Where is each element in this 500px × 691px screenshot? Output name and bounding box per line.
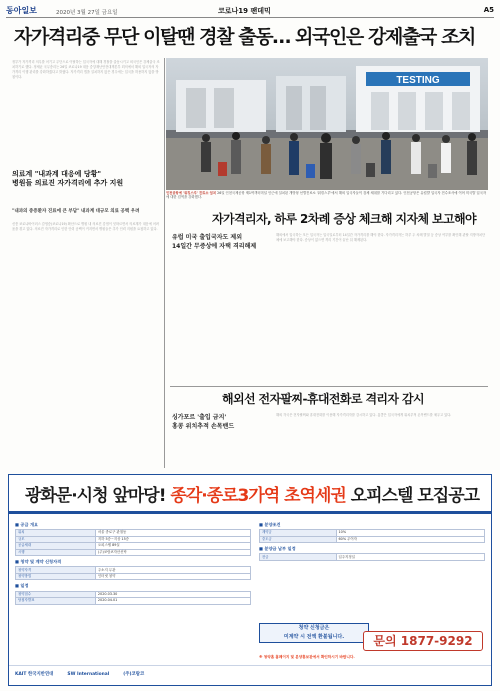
news-photo — [166, 58, 488, 190]
ad-right-section-title: ■ 분양금 납부 일정 — [259, 546, 296, 552]
table-key-cell: 청약자격 — [16, 567, 96, 574]
table-value-cell: 10% — [336, 530, 485, 537]
ad-title-post: 오피스텔 모집공고 — [350, 486, 480, 506]
caption-text: 26일 인천국제공항 제1여객터미널 인근에 설치된 개방형 선별진료소 '워킹스루'에서 해외 입국자들이 검체 채취를 기다리고 있다. 인천공항은 유럽발 입국자 전수조사에 이어 미국발 입국자에 대한 검역을 강화했다. — [166, 191, 487, 200]
sponsor-logo: (주)코람코 — [123, 672, 145, 677]
table-key-cell: 시행 — [16, 549, 96, 556]
side-story-headline: 의료계 "내과계 대응에 당황" 병원들 의료진 자가격리에 추가 지원 — [12, 170, 124, 187]
table-value-cell: 서울 종로구 관철동 — [95, 530, 250, 537]
table-key-cell: 청약방법 — [16, 573, 96, 580]
story2-headline: 자가격리자, 하루 2차례 증상 체크해 지자체 보고해야 — [212, 212, 477, 226]
table-value-cell: 입주지정일 — [336, 554, 485, 561]
ad-left-section-table — [15, 529, 251, 556]
story3-subhead: 싱가포르 '출입 금지' 홍콩 위치추적 손목밴드 — [172, 414, 235, 430]
lead-story-text: 정부가 자가격리 의무를 어기고 무단으로 이탈하는 입국자에 대해 경찰을 출동시키고 외국인은 강제출국 조치하기로 했다. 정세균 국무총리는 26일 코로나19 대응 중앙재난안전대책본부 회의에서 해외 입국자의 자가격리 이행 관리를 강화하겠다고 밝혔다. 자가격리 앱을 설치하지 않은 경우에는 입국을 허용하지 않을 방침이다. — [12, 60, 160, 79]
lead-story-body — [12, 60, 160, 166]
table-value-cell: 주소지 무관 — [95, 567, 250, 574]
sponsor-logo: KAIT 한국지반연대 — [15, 672, 54, 677]
ad-title-highlight: 종각·종로3가역 초역세권 — [170, 486, 346, 506]
ad-left-section-title: ■ 일정 — [15, 583, 29, 589]
story-divider — [170, 386, 488, 387]
ad-footer — [9, 665, 491, 685]
column-divider — [164, 58, 165, 468]
ad-left-section-title: ■ 청약 및 계약 신청자격 — [15, 559, 62, 565]
table-row — [16, 598, 251, 605]
table-key-cell: 계약금 — [260, 530, 337, 537]
table-key-cell: 위치 — [16, 530, 96, 537]
caption-label: 인천공항에 '워킹스루' 진료소 설치 — [166, 191, 217, 195]
table-key-cell: 중도금 — [260, 536, 337, 543]
real-estate-ad — [8, 474, 492, 686]
table-row — [16, 573, 251, 580]
side-story-body — [12, 222, 160, 467]
section-title: 코로나19 팬데믹 — [218, 7, 271, 15]
table-value-cell: 60% 무이자 — [336, 536, 485, 543]
ad-title-pre: 광화문·시청 앞마당! — [24, 486, 166, 506]
side-story-text: 신종 코로나바이러스 감염증(코로나19) 확산으로 병원 내 의료진 감염이 잇따르면서 의료계가 대응에 어려움을 겪고 있다. 의료진 자가격리로 인한 인력 공백이 커지면서 병원들은 추가 인력 지원을 요청하고 있다. — [12, 222, 160, 231]
table-value-cell: 2020.04.01 — [95, 598, 250, 605]
side-story-subhead: "내과의 중증환자 진료에 큰 부담" 내과계 대규모 의료 공백 우려 — [12, 209, 140, 214]
airport-testing-photo — [166, 58, 488, 190]
ad-left-section-table — [15, 566, 251, 580]
ad-phone-number[interactable]: 문의 1877-9292 — [363, 631, 483, 651]
newspaper-logo: 동아일보 — [6, 5, 37, 15]
story2-subhead: 유럽 미국 출입국자도 제외 14일간 무증상에 자택 격리해제 — [172, 234, 257, 250]
table-key-cell: 청약접수 — [16, 591, 96, 598]
photo-caption — [166, 191, 488, 207]
table-row — [260, 536, 485, 543]
ad-left-section-table — [15, 591, 251, 605]
ad-right-section-table — [259, 529, 485, 543]
story3-body — [276, 413, 488, 469]
booth-sign: TESTING — [396, 75, 440, 86]
ad-header-bar — [9, 511, 491, 514]
table-key-cell: 공급세대 — [16, 543, 96, 550]
ad-warning-text: ※ 청약홈 홈페이지 및 분양홍보관에서 확인하시기 바랍니다. — [259, 655, 355, 659]
table-value-cell: 오피스텔 89실 — [95, 543, 250, 550]
story2-body — [276, 233, 488, 383]
ad-left-column — [15, 519, 251, 663]
page-number: A5 — [483, 6, 494, 14]
table-value-cell: 2020.03.30 — [95, 591, 250, 598]
ad-notice-box: 청약 신청금은 미계약 시 전액 환불됩니다. — [259, 623, 369, 643]
story2-text: 해외에서 입국하는 모든 입국자는 입국일로부터 14일간 자가격리를 해야 한다. 자가격리자는 하루 두 차례 발열 등 증상 여부를 확인해 관할 지방자치단체에 보고해야 한다. 증상이 없으면 격리 기간이 끝난 뒤 해제된다. — [276, 233, 486, 242]
ad-right-section-title: ■ 분양조건 — [259, 522, 281, 527]
table-row — [16, 549, 251, 556]
main-headline: 자가격리중 무단 이탈땐 경찰 출동… 외국인은 강제출국 조치 — [14, 26, 476, 48]
story3-headline: 해외선 전자팔찌-휴대전화로 격리자 감시 — [222, 392, 424, 406]
ad-title — [19, 481, 485, 506]
table-value-cell: 인터넷 청약 — [95, 573, 250, 580]
table-row — [260, 554, 485, 561]
ad-header — [9, 475, 491, 511]
table-value-cell: 지하 5층~지상 15층 — [95, 536, 250, 543]
masthead — [6, 4, 494, 18]
table-key-cell: 당첨자발표 — [16, 598, 96, 605]
table-key-cell: 잔금 — [260, 554, 337, 561]
sponsor-logo: SW International — [67, 672, 110, 677]
ad-right-section-table — [259, 553, 485, 561]
story3-text: 해외 각국은 전자팔찌와 휴대전화를 이용해 자가격리자를 감시하고 있다. 홍콩은 입국자에게 위치추적 손목밴드를 채우고 있다. — [276, 413, 452, 417]
table-key-cell: 규모 — [16, 536, 96, 543]
table-value-cell: (주)코람코자산신탁 — [95, 549, 250, 556]
issue-date: 2020년 3월 27일 금요일 — [56, 10, 118, 16]
ad-sponsor-logos — [15, 671, 158, 677]
ad-left-section-title: ■ 공급 개요 — [15, 522, 39, 527]
